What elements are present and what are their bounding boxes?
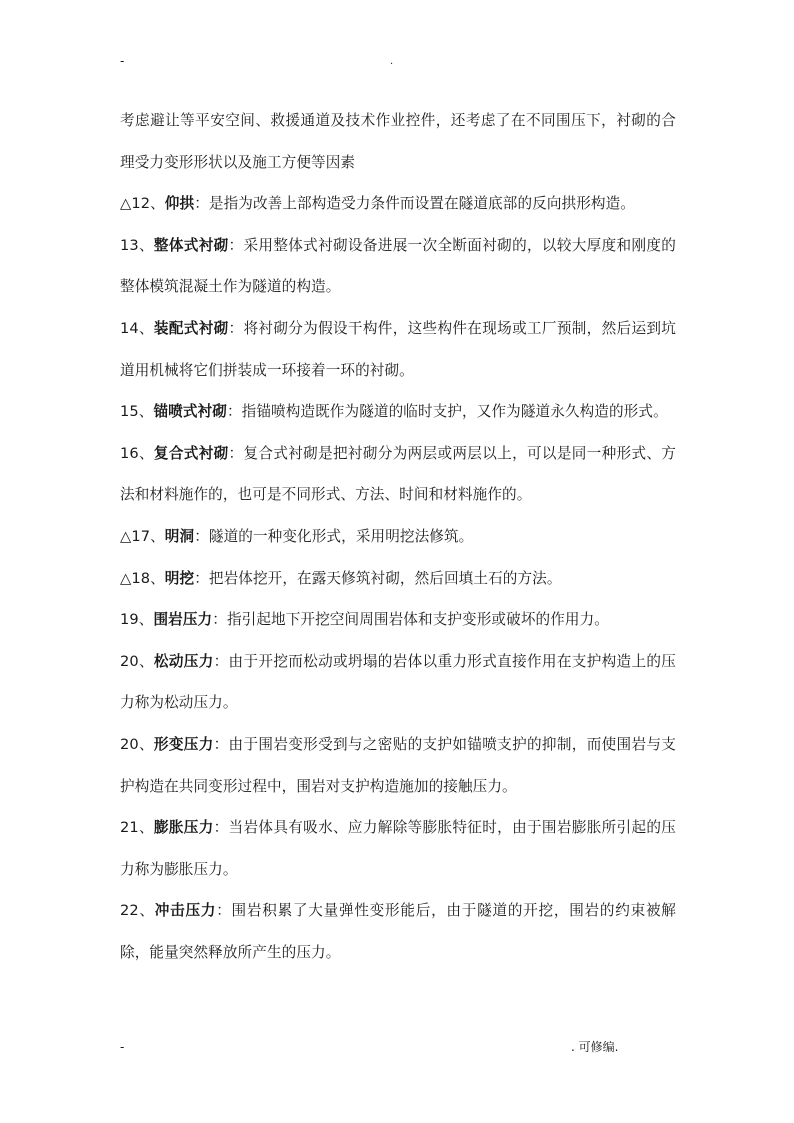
item-description: ：将衬砌分为假设干构件，这些构件在现场或工厂预制，然后运到坑道用机械将它们拼装成一环接着一环的衬砌。 xyxy=(120,319,676,379)
item-description: ：复合式衬砌是把衬砌分为两层或两层以上，可以是同一种形式、方法和材料施作的，也可是不同形式、方法、时间和材料施作的。 xyxy=(120,444,676,504)
item-number: 20、 xyxy=(120,735,154,753)
definition-item xyxy=(120,433,676,516)
item-description: ：采用整体式衬砌设备进展一次全断面衬砌的，以较大厚度和刚度的整体模筑混凝土作为隧道的构造。 xyxy=(120,236,676,296)
item-term: 锚喷式衬砌 xyxy=(153,403,227,421)
definition-item xyxy=(120,890,676,973)
definition-item xyxy=(120,641,676,724)
item-number: 16、 xyxy=(120,444,154,462)
item-description: ：指锚喷构造既作为隧道的临时支护，又作为隧道永久构造的形式。 xyxy=(226,403,668,421)
definition-item xyxy=(120,516,676,558)
intro-paragraph: 考虑避让等平安空间、救援通道及技术作业控件，还考虑了在不同围压下，衬砌的合理受力变形形状以及施工方便等因素 xyxy=(120,112,676,171)
definition-item xyxy=(120,183,676,225)
footer-editable-note: . 可修编. xyxy=(571,1040,619,1054)
item-term: 明洞 xyxy=(164,527,195,545)
item-term: 围岩压力 xyxy=(153,611,213,629)
definition-item xyxy=(120,599,676,641)
item-term: 整体式衬砌 xyxy=(153,236,229,254)
item-description: ：把岩体挖开，在露天修筑衬砌，然后回填土石的方法。 xyxy=(194,569,562,587)
item-term: 形变压力 xyxy=(153,735,214,753)
item-description: ：是指为改善上部构造受力条件而设置在隧道底部的反向拱形构造。 xyxy=(194,195,636,213)
document-body xyxy=(120,100,676,973)
definition-item xyxy=(120,308,676,391)
item-description: ：由于围岩变形受到与之密贴的支护如锚喷支护的抑制，而使围岩与支护构造在共同变形过程中，围岩对支护构造施加的接触压力。 xyxy=(120,735,676,795)
definition-item xyxy=(120,807,676,890)
item-number: 15、 xyxy=(120,403,154,421)
item-term: 装配式衬砌 xyxy=(153,319,229,337)
footer-dash: - xyxy=(120,1040,125,1054)
header-dash: - xyxy=(120,54,125,68)
item-number: 22、 xyxy=(120,902,155,920)
item-description: ：围岩积累了大量弹性变形能后，由于隧道的开挖，围岩的约束被解除，能量突然释放所产生的压力。 xyxy=(120,902,676,961)
definition-item xyxy=(120,391,676,433)
item-number: 20、 xyxy=(120,652,154,670)
item-number: △18、 xyxy=(120,569,165,587)
item-number: △17、 xyxy=(120,527,165,545)
item-description: ：隧道的一种变化形式，采用明挖法修筑。 xyxy=(194,527,474,545)
item-number: 21、 xyxy=(120,819,154,837)
definition-item xyxy=(120,724,676,807)
item-term: 复合式衬砌 xyxy=(153,444,229,462)
item-number: 19、 xyxy=(120,611,154,629)
definition-item xyxy=(120,558,676,600)
item-number: △12、 xyxy=(120,195,165,213)
item-description: ：当岩体具有吸水、应力解除等膨胀特征时，由于围岩膨胀所引起的压力称为膨胀压力。 xyxy=(120,819,676,878)
item-number: 14、 xyxy=(120,319,154,337)
item-number: 13、 xyxy=(120,236,154,254)
item-term: 明挖 xyxy=(164,569,195,587)
item-term: 冲击压力 xyxy=(154,902,217,920)
item-term: 仰拱 xyxy=(164,195,195,213)
item-description: ：指引起地下开挖空间周围岩体和支护变形或破坏的作用力。 xyxy=(212,611,609,629)
item-term: 松动压力 xyxy=(153,652,214,670)
item-description: ：由于开挖而松动或坍塌的岩体以重力形式直接作用在支护构造上的压力称为松动压力。 xyxy=(120,652,676,712)
definition-item xyxy=(120,225,676,308)
header-dot: . xyxy=(390,56,394,67)
item-term: 膨胀压力 xyxy=(153,819,214,837)
